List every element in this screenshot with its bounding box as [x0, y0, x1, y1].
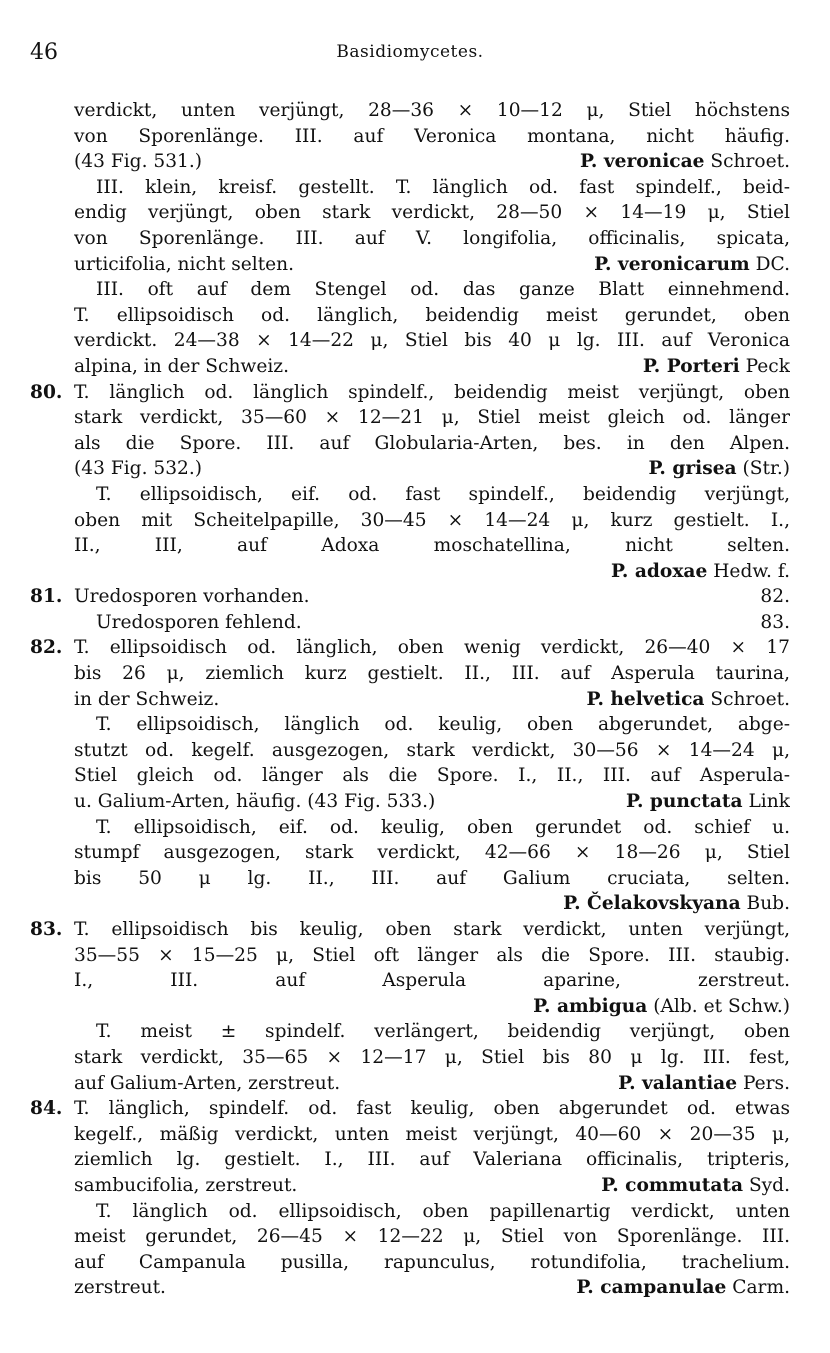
line-text: zerstreut. [74, 1277, 166, 1299]
text-line: II., III, auf Adoxa moschatellina, nicht selten. [74, 535, 790, 557]
species-name [587, 687, 790, 713]
text-line: bis 50 μ lg. II., III. auf Galium cruciata, selten. [74, 867, 790, 889]
species-name [601, 1173, 790, 1199]
text-line [74, 1275, 790, 1301]
text-line: T. ellipsoidisch od. länglich, oben wenig verdickt, 26—40 × 17 [74, 637, 790, 659]
species-name [580, 149, 790, 175]
text-line [74, 149, 790, 175]
line-text: u. Galium-Arten, häufig. (43 Fig. 533.) [74, 791, 436, 813]
species-binomial: P. veronicarum [594, 253, 750, 275]
key-entry [30, 277, 790, 379]
text-line: T. länglich od. länglich spindelf., beidendig meist verjüngt, oben [74, 381, 790, 403]
text-line: T. länglich od. ellipsoidisch, oben papillenartig verdickt, unten [96, 1200, 790, 1222]
key-entry [30, 1096, 790, 1198]
species-name [594, 252, 790, 278]
couplet-number: 82. [30, 637, 63, 659]
couplet-reference: 82. [760, 586, 790, 608]
line-text: Uredosporen fehlend. [96, 611, 302, 633]
species-author: Carm. [732, 1277, 790, 1299]
species-author: Pers. [742, 1072, 790, 1094]
text-line: stark verdickt, 35—65 × 12—17 μ, Stiel bis 80 μ lg. III. fest, [74, 1046, 790, 1068]
species-binomial: P. Porteri [642, 355, 740, 377]
species-name [611, 561, 790, 582]
species-name [626, 789, 790, 815]
species-author: Schroet. [710, 688, 790, 710]
text-line: T. länglich, spindelf. od. fast keulig, oben abgerundet od. etwas [74, 1098, 790, 1120]
species-name [643, 354, 790, 380]
text-line: T. ellipsoidisch bis keulig, oben stark verdickt, unten verjüngt, [74, 919, 790, 940]
text-line [74, 584, 790, 610]
text-line: T. meist ± spindelf. verlängert, beidendig verjüngt, oben [96, 1021, 790, 1043]
key-entry [30, 482, 790, 584]
text-line: meist gerundet, 26—45 × 12—22 μ, Stiel von Sporenlänge. III. [74, 1226, 790, 1248]
line-text: urticifolia, nicht selten. [74, 253, 295, 275]
text-line: stutzt od. kegelf. ausgezogen, stark verdickt, 30—56 × 14—24 μ, [74, 739, 790, 761]
key-entry [30, 815, 790, 917]
text-line: auf Campanula pusilla, rapunculus, rotundifolia, trachelium. [74, 1251, 790, 1273]
page-number: 46 [30, 40, 58, 65]
species-author: Bub. [746, 893, 790, 915]
text-line: III. klein, kreisf. gestellt. T. länglich od. fast spindelf., beid- [96, 176, 790, 198]
text-line: als die Spore. III. auf Globularia-Arten, bes. in den Alpen. [74, 432, 790, 454]
couplet-number: 80. [30, 381, 63, 403]
running-title: Basidiomycetes. [336, 42, 484, 62]
text-line [74, 559, 790, 585]
text-line [74, 687, 790, 713]
text-line: verdickt. 24—38 × 14—22 μ, Stiel bis 40 μ lg. III. auf Veronica [74, 330, 790, 352]
species-name [576, 1275, 790, 1301]
species-name [618, 1071, 790, 1097]
species-author: (Str.) [742, 458, 790, 480]
text-line: 35—55 × 15—25 μ, Stiel oft länger als die Spore. III. staubig. [74, 944, 790, 966]
text-line: stumpf ausgezogen, stark verdickt, 42—66 × 18—26 μ, Stiel [74, 842, 790, 864]
species-binomial: P. adoxae [611, 560, 708, 582]
species-binomial: P. ambigua [533, 995, 648, 1017]
species-name [760, 584, 790, 610]
text-line [74, 789, 790, 815]
line-text: in der Schweiz. [74, 688, 220, 710]
key-entry [30, 584, 790, 610]
species-author: DC. [755, 253, 790, 275]
species-binomial: P. commutata [601, 1174, 744, 1196]
text-line: ziemlich lg. gestielt. I., III. auf Valeriana officinalis, tripteris, [74, 1149, 790, 1171]
species-author: Syd. [748, 1174, 790, 1196]
text-line [74, 610, 790, 636]
text-line: endig verjüngt, oben stark verdickt, 28—50 × 14—19 μ, Stiel [74, 202, 790, 224]
text-line: T. ellipsoidisch od. länglich, beidendig meist gerundet, oben [74, 304, 790, 326]
text-line: bis 26 μ, ziemlich kurz gestielt. II., III. auf Asperula taurina, [74, 663, 790, 685]
key-entry [30, 1199, 790, 1301]
couplet-number: 83. [30, 919, 63, 940]
line-text: (43 Fig. 532.) [74, 458, 203, 480]
species-name [563, 893, 790, 914]
species-name [533, 996, 790, 1017]
couplet-number: 81. [30, 586, 63, 608]
text-line: oben mit Scheitelpapille, 30—45 × 14—24 μ, kurz gestielt. I., [74, 509, 790, 531]
species-binomial: P. helvetica [586, 688, 705, 710]
species-binomial: P. campanulae [576, 1277, 727, 1299]
species-author: Schroet. [710, 151, 790, 173]
text-line: verdickt, unten verjüngt, 28—36 × 10—12 μ, Stiel höchstens [74, 100, 790, 121]
key-entry [30, 635, 790, 712]
key-text [30, 98, 790, 1301]
text-line [74, 456, 790, 482]
text-line: Stiel gleich od. länger als die Spore. I., II., III. auf Asperula- [74, 765, 790, 787]
page-header [30, 40, 790, 80]
page [30, 40, 790, 1299]
couplet-number: 84. [30, 1098, 63, 1120]
text-line: von Sporenlänge. III. auf Veronica montana, nicht häufig. [74, 125, 790, 147]
species-author: Link [748, 791, 790, 813]
line-text: alpina, in der Schweiz. [74, 355, 289, 377]
key-entry [30, 380, 790, 482]
text-line: T. ellipsoidisch, länglich od. keulig, oben abgerundet, abge- [96, 714, 790, 736]
text-line [74, 1071, 790, 1097]
line-text: sambucifolia, zerstreut. [74, 1174, 298, 1196]
species-author: (Alb. et Schw.) [653, 995, 790, 1017]
species-name [649, 456, 790, 482]
text-line: stark verdickt, 35—60 × 12—21 μ, Stiel meist gleich od. länger [74, 407, 790, 429]
text-line: III. oft auf dem Stengel od. das ganze Blatt einnehmend. [96, 279, 790, 301]
text-line [74, 891, 790, 917]
text-line: T. ellipsoidisch, eif. od. keulig, oben gerundet od. schief u. [96, 816, 790, 838]
species-binomial: P. valantiae [618, 1072, 738, 1094]
couplet-reference: 83. [760, 611, 790, 633]
key-entry [30, 175, 790, 277]
species-binomial: P. Čelakovskyana [563, 893, 741, 915]
text-line: kegelf., mäßig verdickt, unten meist verjüngt, 40—60 × 20—35 μ, [74, 1123, 790, 1145]
text-line [74, 354, 790, 380]
text-line: I., III. auf Asperula aparine, zerstreut. [74, 970, 790, 992]
text-line [74, 252, 790, 278]
text-line [74, 1173, 790, 1199]
species-binomial: P. grisea [648, 458, 737, 480]
text-line: T. ellipsoidisch, eif. od. fast spindelf., beidendig verjüngt, [96, 483, 790, 505]
key-entry [30, 712, 790, 814]
text-line: von Sporenlänge. III. auf V. longifolia, officinalis, spicata, [74, 227, 790, 249]
species-binomial: P. veronicae [580, 151, 705, 173]
species-author: Hedw. f. [713, 560, 790, 582]
line-text: (43 Fig. 531.) [74, 151, 203, 173]
species-name [760, 610, 790, 636]
species-author: Peck [745, 355, 790, 377]
key-entry [30, 917, 790, 1019]
key-entry [30, 610, 790, 636]
line-text: Uredosporen vorhanden. [74, 586, 310, 608]
key-entry [30, 1019, 790, 1096]
key-entry [30, 98, 790, 175]
line-text: auf Galium-Arten, zerstreut. [74, 1072, 341, 1094]
text-line [74, 994, 790, 1020]
species-binomial: P. punctata [626, 791, 743, 813]
